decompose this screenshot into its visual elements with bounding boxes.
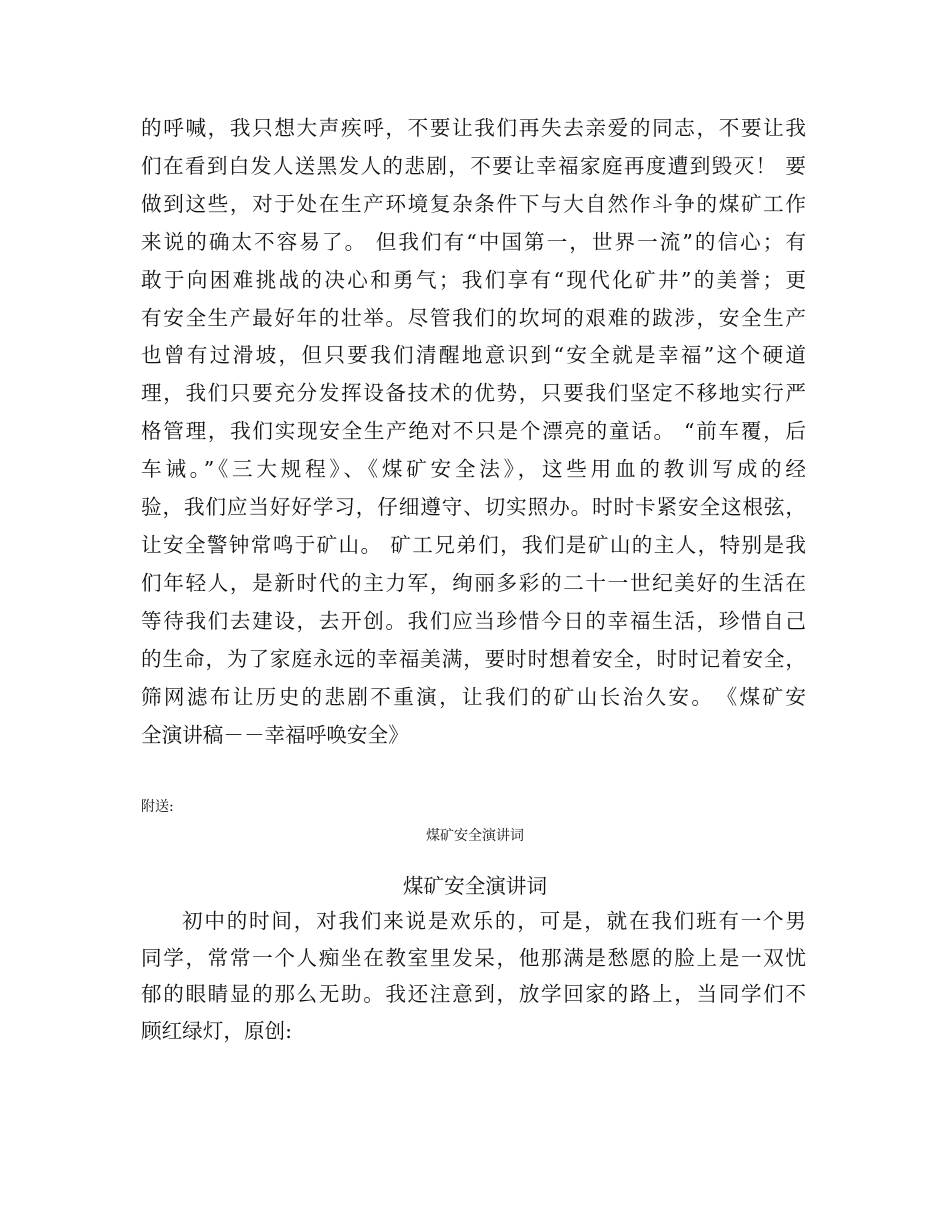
speech-body bbox=[141, 903, 806, 1049]
speech-line: 顾红绿灯，原创: bbox=[141, 1018, 293, 1043]
appendix-title: 煤矿安全演讲词 bbox=[426, 828, 524, 844]
text-line: 敢于向困难挑战的决心和勇气；我们享有“现代化矿井”的美誉；更 bbox=[141, 267, 806, 292]
text-line: 筛网滤布让历史的悲剧不重演，让我们的矿山长治久安。 《煤矿安 bbox=[141, 684, 806, 709]
main-text-block bbox=[141, 110, 806, 754]
text-line: 的呼喊，我只想大声疾呼，不要让我们再失去亲爱的同志，不要让我 bbox=[141, 116, 806, 140]
text-line: 们在看到白发人送黑发人的悲剧，不要让幸福家庭再度遭到毁灭！ 要 bbox=[141, 153, 806, 178]
text-line: 车诫。”《三大规程》、《煤矿安全法》，这些用血的教训写成的经 bbox=[141, 457, 806, 482]
speech-line: 初中的时间，对我们来说是欢乐的，可是，就在我们班有一个男 bbox=[182, 909, 806, 933]
text-line: 等待我们去建设，去开创。我们应当珍惜今日的幸福生活，珍惜自己 bbox=[141, 608, 806, 633]
speech-line: 同学，常常一个人痴坐在教室里发呆，他那满是愁愿的脸上是一双忧 bbox=[141, 945, 806, 970]
text-line: 也曾有过滑坡，但只要我们清醒地意识到“安全就是幸福”这个硬道 bbox=[141, 343, 806, 368]
speech-line: 郁的眼睛显的那么无助。我还注意到，放学回家的路上，当同学们不 bbox=[141, 982, 806, 1006]
text-line: 让安全警钟常鸣于矿山。 矿工兄弟们，我们是矿山的主人，特别是我 bbox=[141, 532, 806, 557]
speech-title: 煤矿安全演讲词 bbox=[402, 874, 548, 898]
text-line: 有安全生产最好年的壮举。尽管我们的坎坷的艰难的跋涉，安全生产 bbox=[141, 305, 806, 330]
text-line: 格管理，我们实现安全生产绝对不只是个漂亮的童话。 “前车覆，后 bbox=[141, 419, 806, 444]
appendix-label: 附送: bbox=[141, 799, 174, 815]
text-line: 们年轻人，是新时代的主力军，绚丽多彩的二十一世纪美好的生活在 bbox=[141, 570, 806, 595]
text-line: 的生命，为了家庭永远的幸福美满，要时时想着安全，时时记着安全， bbox=[141, 646, 806, 671]
text-line: 来说的确太不容易了。 但我们有“中国第一，世界一流”的信心；有 bbox=[141, 229, 806, 254]
text-line: 做到这些，对于处在生产环境复杂条件下与大自然作斗争的煤矿工作 bbox=[141, 191, 806, 216]
text-line: 全演讲稿－－幸福呼唤安全》 bbox=[141, 722, 409, 747]
text-line: 验，我们应当好好学习，仔细遵守、切实照办。时时卡紧安全这根弦， bbox=[141, 495, 806, 520]
text-line: 理，我们只要充分发挥设备技术的优势，只要我们坚定不移地实行严 bbox=[141, 381, 806, 406]
